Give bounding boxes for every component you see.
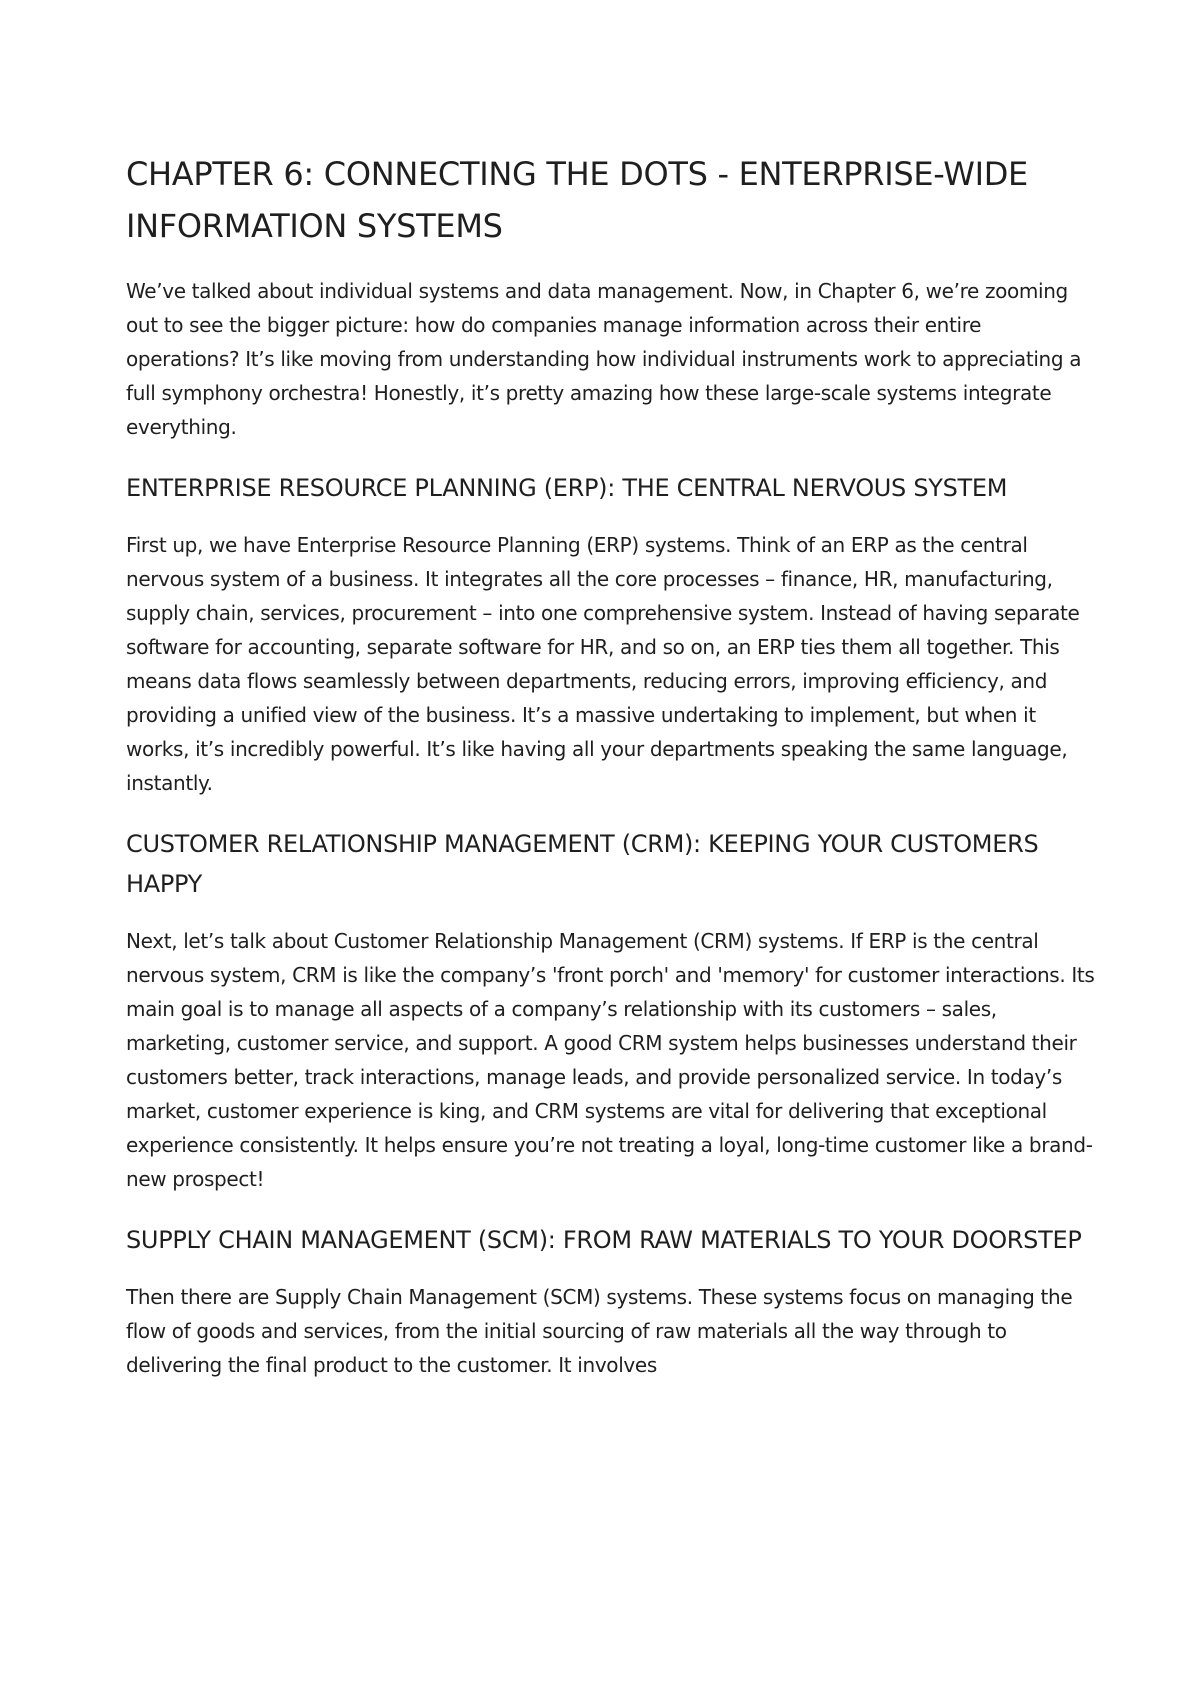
- section-heading-crm: CUSTOMER RELATIONSHIP MANAGEMENT (CRM): KEEPING YOUR CUSTOMERS HAPPY: [126, 830, 1039, 898]
- section-heading-erp: ENTERPRISE RESOURCE PLANNING (ERP): THE CENTRAL NERVOUS SYSTEM: [126, 474, 1008, 502]
- intro-paragraph: We’ve talked about individual systems and data management. Now, in Chapter 6, we’re zooming out to see the bigger picture: how do companies manage information across their entire operations? It’s like moving from understanding how individual instruments work to appreciating a full symphony orchestra! Honestly, it’s pretty amazing how these large-scale systems integrate everything.: [126, 279, 1082, 439]
- section-body-crm: Next, let’s talk about Customer Relationship Management (CRM) systems. If ERP is the central nervous system, CRM is like the company’s 'front porch' and 'memory' for customer interactions. Its main goal is to manage all aspects of a company’s relationship with its customers – sales, marketing, customer service, and support. A good CRM system helps businesses understand their customers better, track interactions, manage leads, and provide personalized service. In today’s market, customer experience is king, and CRM systems are vital for delivering that exceptional experience consistently. It helps ensure you’re not treating a loyal, long-time customer like a brand-new prospect!: [126, 929, 1095, 1191]
- document-page: [126, 148, 1096, 1382]
- section-heading-scm: SUPPLY CHAIN MANAGEMENT (SCM): FROM RAW MATERIALS TO YOUR DOORSTEP: [126, 1226, 1082, 1254]
- chapter-title: CHAPTER 6: CONNECTING THE DOTS - ENTERPRISE-WIDE INFORMATION SYSTEMS: [126, 155, 1028, 245]
- section-body-erp: First up, we have Enterprise Resource Planning (ERP) systems. Think of an ERP as the central nervous system of a business. It integrates all the core processes – finance, HR, manufacturing, supply chain, services, procurement – into one comprehensive system. Instead of having separate software for accounting, separate software for HR, and so on, an ERP ties them all together. This means data flows seamlessly between departments, reducing errors, improving efficiency, and providing a unified view of the business. It’s a massive undertaking to implement, but when it works, it’s incredibly powerful. It’s like having all your departments speaking the same language, instantly.: [126, 533, 1080, 795]
- section-body-scm: Then there are Supply Chain Management (SCM) systems. These systems focus on managing the flow of goods and services, from the initial sourcing of raw materials all the way through to delivering the final product to the customer. It involves: [126, 1285, 1073, 1377]
